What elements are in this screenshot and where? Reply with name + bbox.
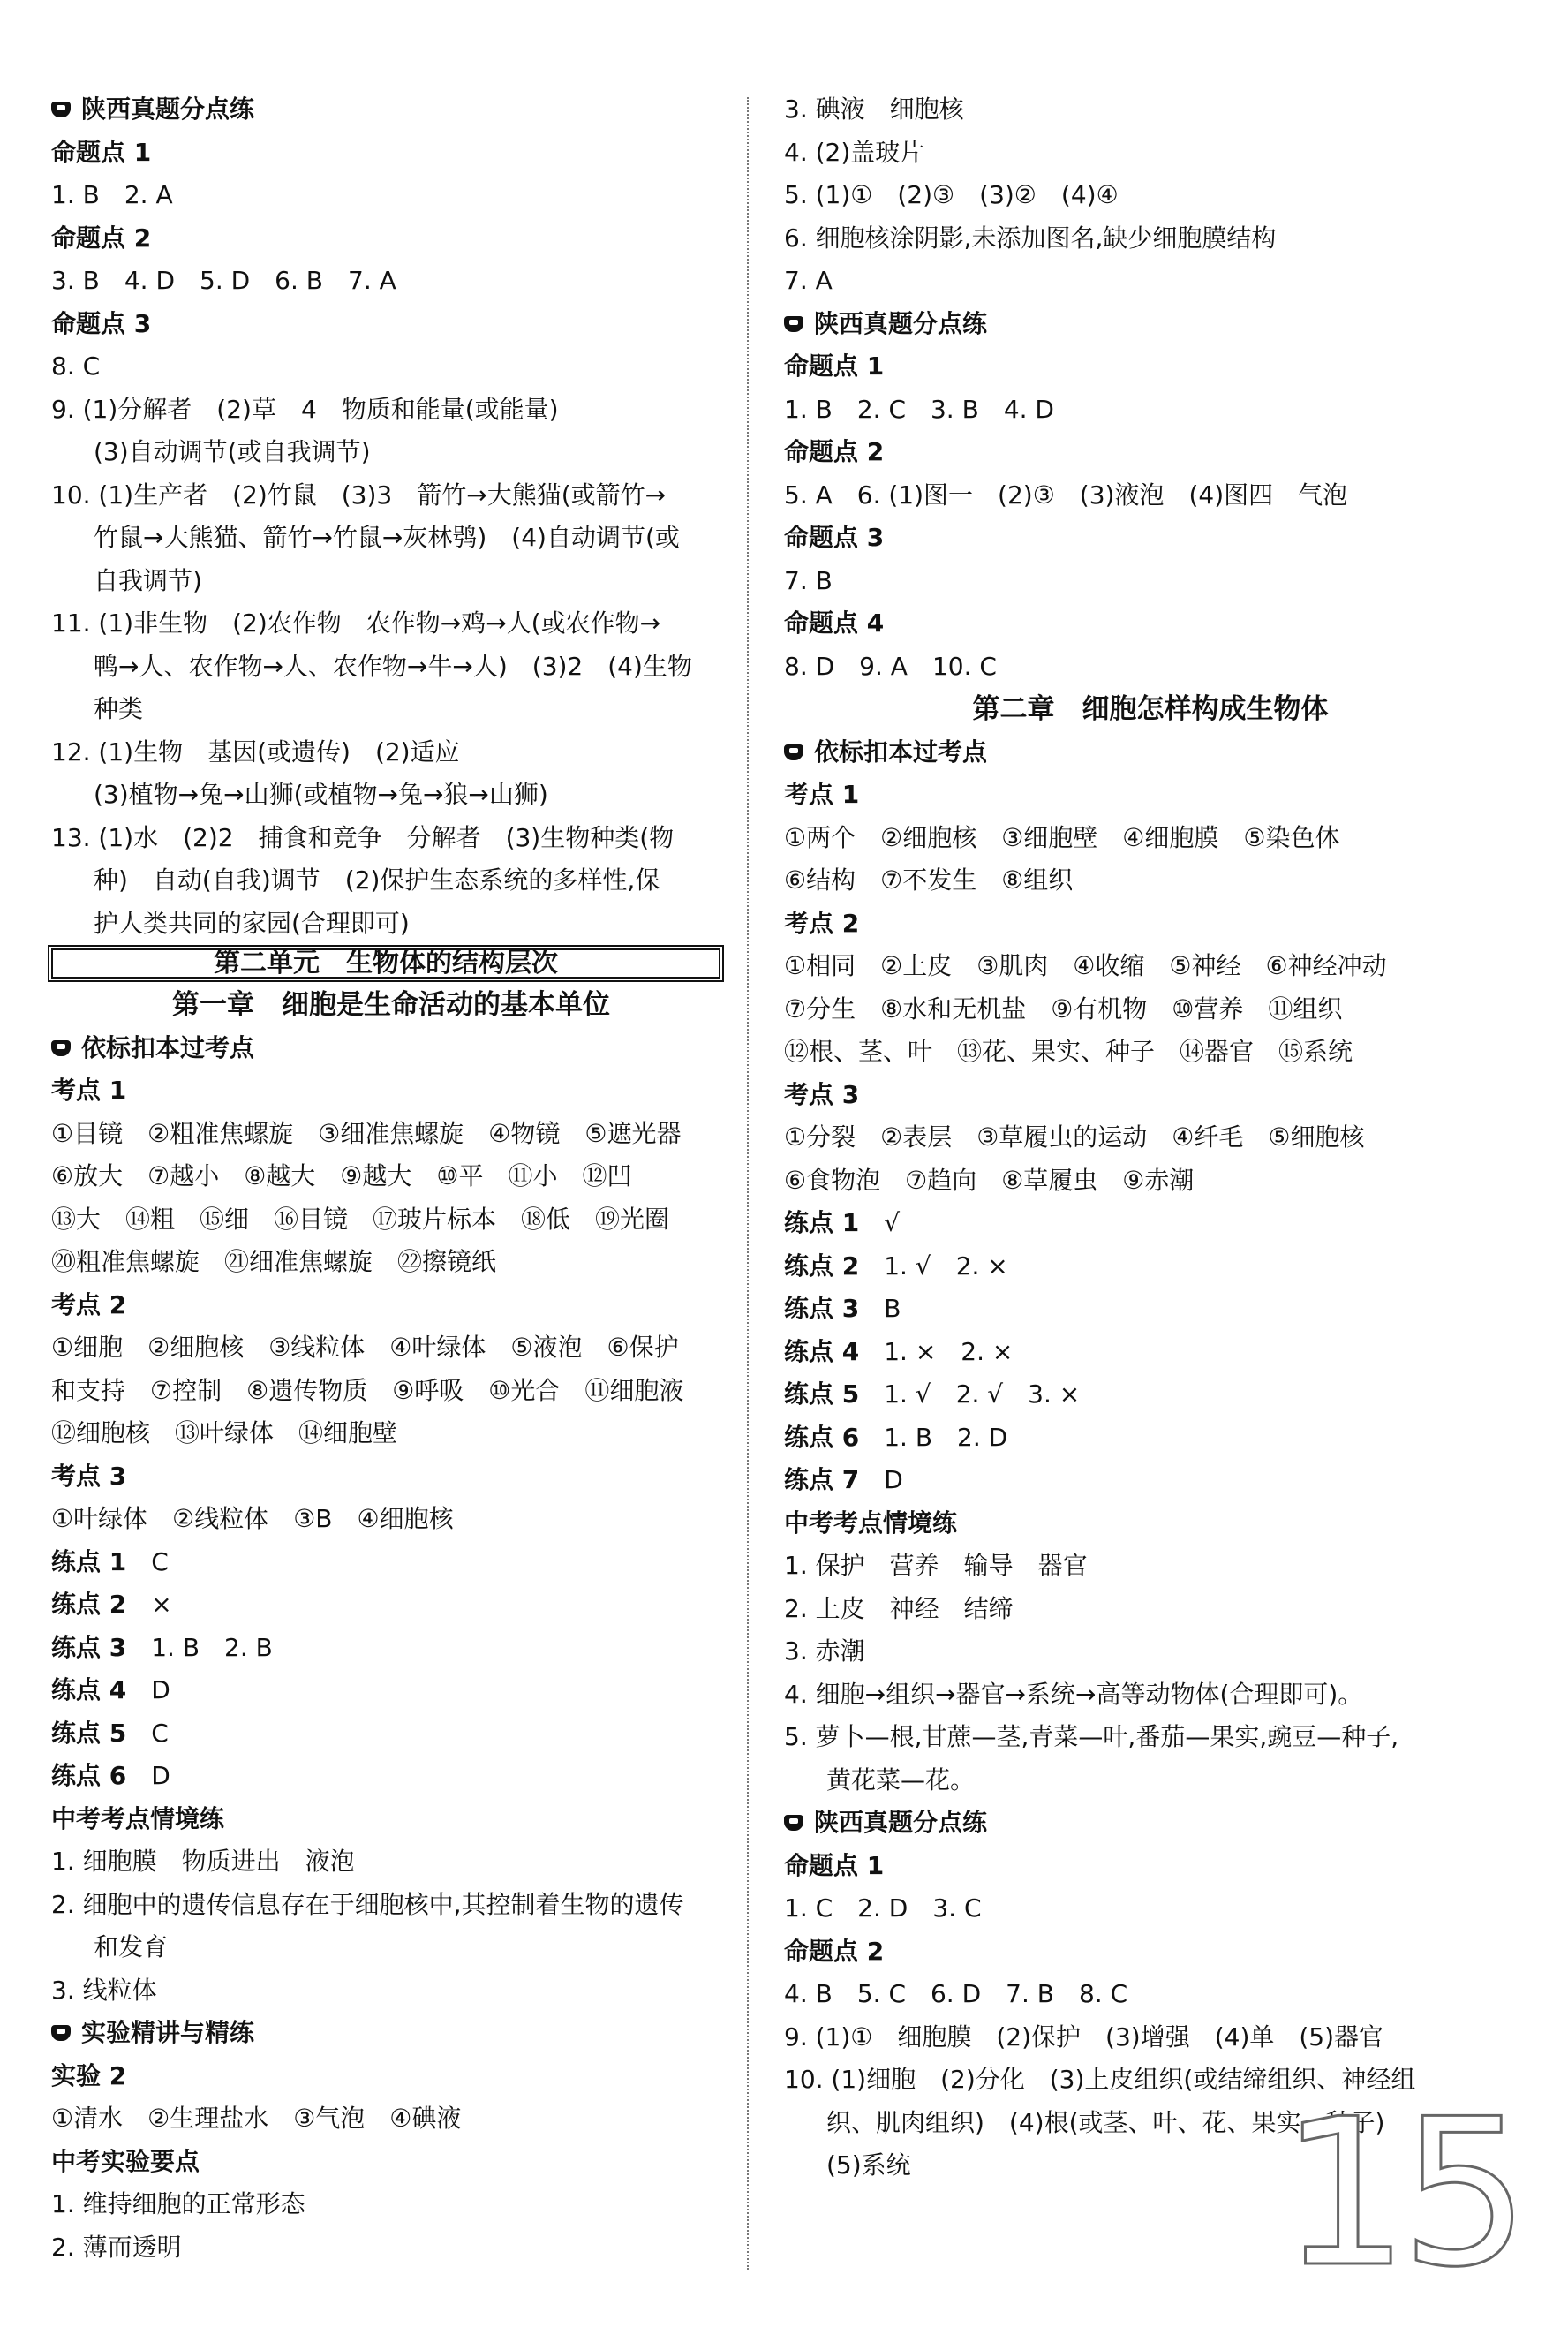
answer-line: ⑫根、茎、叶 ⑬花、果实、种子 ⑭器官 ⑮系统: [784, 1037, 1353, 1066]
answer-line: 8. C: [51, 351, 101, 381]
answer-line: ①相同 ②上皮 ③肌肉 ④收缩 ⑤神经 ⑥神经冲动: [784, 951, 1387, 980]
topic-heading: 命题点 1: [51, 137, 152, 167]
section-heading: 陕西真题分点练: [784, 303, 1517, 346]
answer-line: 2. 细胞中的遗传信息存在于细胞核中,其控制着生物的遗传: [51, 1889, 684, 1919]
right-column: [784, 88, 1517, 2188]
topic-heading: 考点 2: [784, 908, 860, 938]
answer-line: 3. 碘液 细胞核: [784, 94, 964, 124]
topic-heading: 考点 1: [51, 1076, 127, 1105]
answer-line: 3. 赤潮: [784, 1636, 865, 1666]
topic-heading: 命题点 3: [784, 523, 885, 552]
section-badge-icon: [784, 1815, 805, 1832]
answer-line: ⑫细胞核 ⑬叶绿体 ⑭细胞壁: [51, 1418, 398, 1447]
answer-line: 1. 维持细胞的正常形态: [51, 2189, 305, 2218]
answer-line-continued: 护人类共同的家园(合理即可): [94, 908, 410, 938]
topic-heading: 命题点 1: [784, 351, 885, 381]
answer-line: 练点 2 1. √ 2. ×: [784, 1251, 1008, 1281]
topic-heading: 命题点 2: [51, 223, 152, 253]
topic-heading: 命题点 2: [784, 437, 885, 466]
answer-line: 练点 7 D: [784, 1465, 903, 1494]
answer-line-continued: 种) 自动(自我)调节 (2)保护生态系统的多样性,保: [94, 865, 660, 895]
answer-line-continued: 和发育: [94, 1932, 169, 1961]
answer-line: ①叶绿体 ②线粒体 ③B ④细胞核: [51, 1504, 454, 1533]
topic-heading: 命题点 3: [51, 308, 152, 338]
section-badge-icon: [784, 744, 805, 762]
answer-line: 练点 5 1. √ 2. √ 3. ×: [784, 1379, 1081, 1409]
answer-line: ①清水 ②生理盐水 ③气泡 ④碘液: [51, 2104, 462, 2133]
answer-line: 5. A 6. (1)图一 (2)③ (3)液泡 (4)图四 气泡: [784, 480, 1348, 510]
answer-line: 1. B 2. C 3. B 4. D: [784, 394, 1054, 424]
column-divider: [747, 97, 749, 2270]
answer-line: 9. (1)分解者 (2)草 4 物质和能量(或能量): [51, 394, 559, 424]
answer-line: ⑥放大 ⑦越小 ⑧越大 ⑨越大 ⑩平 ⑪小 ⑫凹: [51, 1161, 632, 1190]
answer-line: 1. B 2. A: [51, 180, 173, 209]
section-heading: 陕西真题分点练: [51, 88, 731, 132]
answer-line: 练点 4 D: [51, 1675, 170, 1704]
answer-line: 2. 薄而透明: [51, 2232, 182, 2262]
answer-line: 练点 1 C: [51, 1546, 169, 1576]
answer-line: ①细胞 ②细胞核 ③线粒体 ④叶绿体 ⑤液泡 ⑥保护: [51, 1333, 679, 1362]
answer-line-continued: 种类: [94, 694, 144, 723]
answer-line-continued: 竹鼠→大熊猫、箭竹→竹鼠→灰林鸮) (4)自动调节(或: [94, 523, 680, 552]
answer-line: ①目镜 ②粗准焦螺旋 ③细准焦螺旋 ④物镜 ⑤遮光器: [51, 1118, 682, 1148]
answer-line: ⑥结构 ⑦不发生 ⑧组织: [784, 865, 1074, 895]
answer-line-continued: 黄花菜—花。: [826, 1764, 976, 1795]
answer-line: 7. A: [784, 266, 833, 295]
answer-line-continued: (3)植物→兔→山狮(或植物→兔→狼→山狮): [94, 780, 548, 809]
topic-heading: 考点 3: [784, 1079, 860, 1109]
section-badge-icon: [51, 2025, 72, 2043]
answer-line-continued: (3)自动调节(或自我调节): [94, 437, 371, 466]
answer-line-continued: (5)系统: [826, 2150, 911, 2180]
chapter-title: 第二章 细胞怎样构成生物体: [972, 693, 1329, 725]
answer-line-continued: 织、肌肉组织) (4)根(或茎、叶、花、果实、种子): [826, 2107, 1385, 2137]
topic-heading: 命题点 2: [784, 1936, 885, 1966]
answer-line: ①分裂 ②表层 ③草履虫的运动 ④纤毛 ⑤细胞核: [784, 1122, 1365, 1152]
answer-line-continued: 鸭→人、农作物→人、农作物→牛→人) (3)2 (4)生物: [94, 651, 692, 681]
answer-line: ⑦分生 ⑧水和无机盐 ⑨有机物 ⑩营养 ⑪组织: [784, 994, 1343, 1024]
answer-line: 2. 上皮 神经 结缔: [784, 1593, 1014, 1623]
topic-heading: 中考考点情境练: [51, 1803, 225, 1833]
answer-line: 练点 1 √: [784, 1208, 901, 1237]
answer-line: ①两个 ②细胞核 ③细胞壁 ④细胞膜 ⑤染色体: [784, 822, 1340, 852]
answer-line: 练点 6 D: [51, 1761, 170, 1790]
topic-heading: 命题点 1: [784, 1850, 885, 1880]
section-heading: 陕西真题分点练: [784, 1802, 1517, 1845]
answer-line-continued: 自我调节): [94, 565, 202, 595]
answer-line: 和支持 ⑦控制 ⑧遗传物质 ⑨呼吸 ⑩光合 ⑪细胞液: [51, 1375, 684, 1405]
answer-line: 3. 线粒体: [51, 1975, 157, 2005]
answer-line: 5. 萝卜—根,甘蔗—茎,青菜—叶,番茄—果实,豌豆—种子,: [784, 1722, 1399, 1751]
answer-line: 8. D 9. A 10. C: [784, 651, 997, 681]
answer-line: 4. B 5. C 6. D 7. B 8. C: [784, 1979, 1128, 2008]
topic-heading: 命题点 4: [784, 608, 885, 638]
section-badge-icon: [784, 316, 805, 334]
answer-line: 4. (2)盖玻片: [784, 137, 925, 167]
answer-line: ⑥食物泡 ⑦趋向 ⑧草履虫 ⑨赤潮: [784, 1165, 1195, 1195]
answer-line: 练点 3 1. B 2. B: [51, 1632, 273, 1662]
answer-line: 5. (1)① (2)③ (3)② (4)④: [784, 180, 1119, 209]
answer-line: 练点 4 1. × 2. ×: [784, 1336, 1014, 1366]
answer-line: 11. (1)非生物 (2)农作物 农作物→鸡→人(或农作物→: [51, 608, 661, 638]
answer-line: 练点 6 1. B 2. D: [784, 1422, 1008, 1452]
section-heading: 依标扣本过考点: [51, 1027, 731, 1070]
topic-heading: 考点 1: [784, 780, 860, 809]
answer-line: 练点 5 C: [51, 1718, 169, 1748]
answer-line: 1. C 2. D 3. C: [784, 1893, 982, 1923]
answer-line: 练点 2 ×: [51, 1590, 172, 1619]
answer-line: 1. 保护 营养 输导 器官: [784, 1551, 1088, 1580]
answer-line: 12. (1)生物 基因(或遗传) (2)适应: [51, 737, 460, 767]
section-heading: 实验精讲与精练: [51, 2012, 731, 2055]
section-badge-icon: [51, 1040, 72, 1058]
page-number: 15: [1280, 2076, 1521, 2312]
answer-line: ⑬大 ⑭粗 ⑮细 ⑯目镜 ⑰玻片标本 ⑱低 ⑲光圈: [51, 1204, 670, 1234]
section-heading: 依标扣本过考点: [784, 731, 1517, 775]
topic-heading: 中考考点情境练: [784, 1508, 958, 1538]
chapter-title: 第一章 细胞是生命活动的基本单位: [172, 989, 610, 1021]
answer-line: 7. B: [784, 565, 833, 595]
answer-line: 练点 3 B: [784, 1294, 901, 1323]
section-badge-icon: [51, 102, 72, 119]
answer-line: 3. B 4. D 5. D 6. B 7. A: [51, 266, 396, 295]
topic-heading: 中考实验要点: [51, 2146, 200, 2176]
answer-line: 1. 细胞膜 物质进出 液泡: [51, 1847, 355, 1876]
topic-heading: 考点 3: [51, 1461, 127, 1491]
unit-title: 第二单元 生物体的结构层次: [51, 948, 720, 979]
left-column: [51, 88, 731, 2269]
answer-line: 9. (1)① 细胞膜 (2)保护 (3)增强 (4)单 (5)器官: [784, 2021, 1384, 2052]
answer-line: ⑳粗准焦螺旋 ㉑细准焦螺旋 ㉒擦镜纸: [51, 1247, 497, 1276]
answer-line: 4. 细胞→组织→器官→系统→高等动物体(合理即可)。: [784, 1679, 1363, 1709]
answer-line: 10. (1)细胞 (2)分化 (3)上皮组织(或结缔组织、神经组: [784, 2065, 1416, 2094]
answer-line: 13. (1)水 (2)2 捕食和竞争 分解者 (3)生物种类(物: [51, 822, 675, 852]
answer-line: 6. 细胞核涂阴影,未添加图名,缺少细胞膜结构: [784, 223, 1277, 253]
answer-line: 10. (1)生产者 (2)竹鼠 (3)3 箭竹→大熊猫(或箭竹→: [51, 480, 667, 510]
topic-heading: 实验 2: [51, 2060, 127, 2090]
topic-heading: 考点 2: [51, 1289, 127, 1319]
